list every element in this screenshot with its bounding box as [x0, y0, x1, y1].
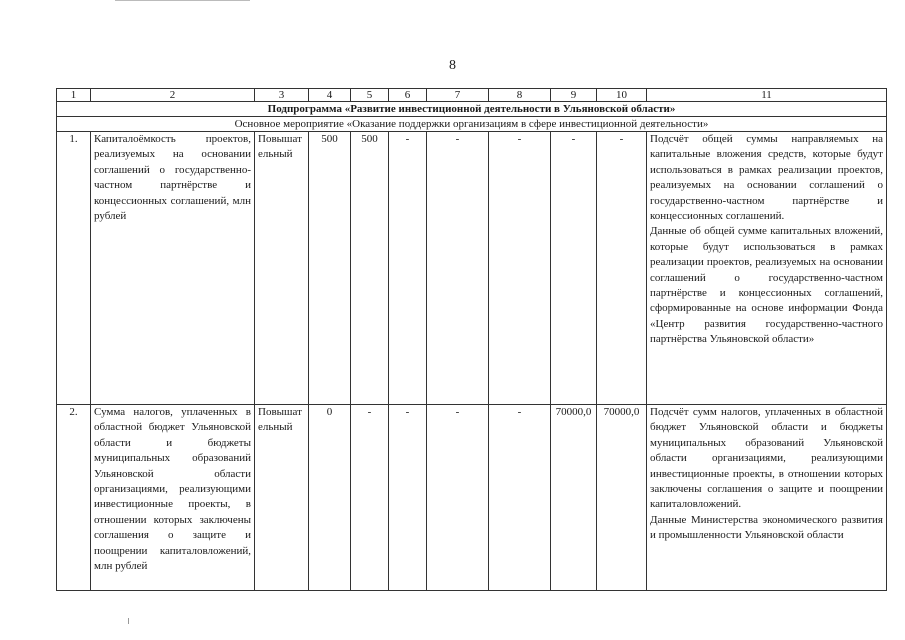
value-col-7: - [427, 405, 489, 591]
column-number: 7 [427, 89, 489, 102]
value-col-8: - [489, 132, 551, 405]
column-number: 8 [489, 89, 551, 102]
column-number-header-row [57, 89, 887, 102]
scan-artifact-mark [128, 618, 129, 624]
column-number: 3 [255, 89, 309, 102]
data-source: Данные Министерства экономического развития и промышленности Ульяновской области [650, 513, 883, 542]
value-col-7: - [427, 132, 489, 405]
table-row [57, 132, 887, 405]
value-col-9: - [551, 132, 597, 405]
calculation-method: Подсчёт общей суммы направляемых на капитальные вложения средств, которые будут использоваться в рамках реализации проектов, реализуемых на основании соглашений о государственно-частном партнёрстве и концессионных соглашений. [650, 133, 883, 223]
value-col-6: - [389, 405, 427, 591]
indicator-name: Сумма налогов, уплаченных в областной бюджет Ульяновской области и бюджеты муниципальных образований Ульяновской области организациями, реализующими инвестиционные проекты, в отношении которых заключены соглашения о защите и поощрении капиталовложений, млн рублей [91, 405, 255, 591]
column-number: 6 [389, 89, 427, 102]
calculation-method: Подсчёт сумм налогов, уплаченных в областной бюджет Ульяновской области и бюджеты муниципальных образований Ульяновской области организациями, реализующими инвестиционные проекты, в отношении которых заключены соглашения о защите и поощрении капиталовложений. [650, 406, 883, 511]
column-number: 5 [351, 89, 389, 102]
column-number: 2 [91, 89, 255, 102]
main-event-row [57, 117, 887, 132]
value-col-10: - [597, 132, 647, 405]
value-col-9: 70000,0 [551, 405, 597, 591]
page-number: 8 [449, 58, 456, 73]
row-number: 2. [57, 405, 91, 591]
main-event-title: Основное мероприятие «Оказание поддержки организациям в сфере инвестиционной деятельности» [57, 117, 887, 132]
column-number: 9 [551, 89, 597, 102]
value-col-5: - [351, 405, 389, 591]
calculation-method-cell [647, 405, 887, 591]
direction: Повышательный [255, 132, 309, 405]
value-col-4: 500 [309, 132, 351, 405]
value-col-6: - [389, 132, 427, 405]
indicators-table [56, 88, 887, 591]
column-number: 11 [647, 89, 887, 102]
column-number: 4 [309, 89, 351, 102]
calculation-method-cell [647, 132, 887, 405]
scan-artifact-line [115, 0, 250, 1]
column-number: 1 [57, 89, 91, 102]
table-row [57, 405, 887, 591]
subprogram-row [57, 102, 887, 117]
value-col-5: 500 [351, 132, 389, 405]
indicator-name: Капиталоёмкость проектов, реализуемых на основании соглашений о государственно-частном партнёрстве и концессионных соглашений, млн рублей [91, 132, 255, 405]
value-col-8: - [489, 405, 551, 591]
direction: Повышательный [255, 405, 309, 591]
row-number: 1. [57, 132, 91, 405]
column-number: 10 [597, 89, 647, 102]
value-col-10: 70000,0 [597, 405, 647, 591]
subprogram-title: Подпрограмма «Развитие инвестиционной деятельности в Ульяновской области» [57, 102, 887, 117]
data-source: Данные об общей сумме капитальных вложений, которые будут использоваться в рамках реализации проектов, реализуемых на основании соглашений о государственно-частном партнёрстве и концессионных соглашений, сформированные на основе информации Фонда «Центр развития государственно-частного партнёрства Ульяновской области» [650, 225, 883, 346]
value-col-4: 0 [309, 405, 351, 591]
